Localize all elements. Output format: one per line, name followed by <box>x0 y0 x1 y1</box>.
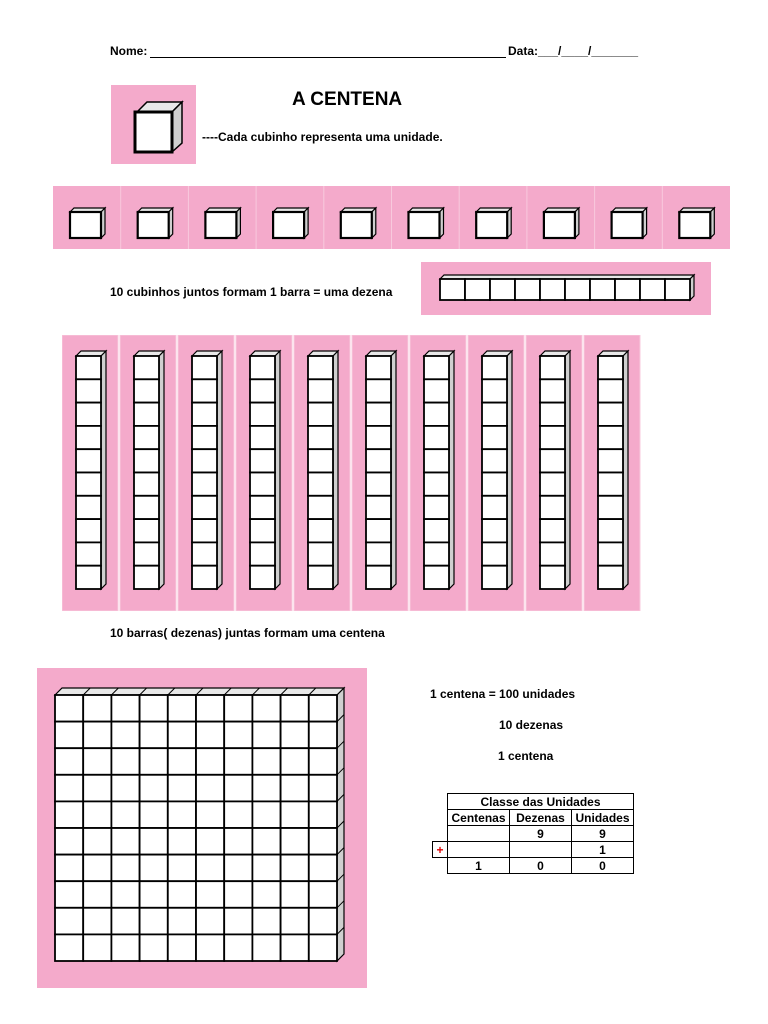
single-cube-panel <box>111 85 196 164</box>
dezena-bar <box>236 335 292 611</box>
page-title: A CENTENA <box>292 89 403 110</box>
unit-cube-icon <box>679 208 714 238</box>
unit-cube-icon <box>205 208 240 238</box>
dezena-bar <box>526 335 582 611</box>
equivalence-line-2: 10 dezenas <box>499 718 564 732</box>
plus-sign: + <box>433 842 448 858</box>
unit-cubes-svg <box>53 186 730 249</box>
table-cell[interactable]: 0 <box>510 858 572 874</box>
table-column-header-row <box>433 810 634 826</box>
unit-cube-icon <box>341 208 376 238</box>
table-cell[interactable] <box>448 842 510 858</box>
equivalence-line-1: 1 centena = 100 unidades <box>430 687 576 701</box>
column-header-unidades: Unidades <box>572 810 634 826</box>
ten-bar-panel <box>421 262 711 315</box>
table-spacer <box>433 794 448 810</box>
table-spacer <box>433 810 448 826</box>
dezena-bar <box>468 335 524 611</box>
table-cell[interactable]: 9 <box>510 826 572 842</box>
column-header-dezenas: Dezenas <box>510 810 572 826</box>
unit-cube-icon <box>70 208 105 238</box>
class-header: Classe das Unidades <box>448 794 634 810</box>
dezena-bar <box>584 335 640 611</box>
table-cell[interactable]: 0 <box>572 858 634 874</box>
equivalence-line-3: 1 centena <box>498 749 554 763</box>
bar-unit-cell <box>665 279 690 300</box>
bar-unit-cell <box>490 279 515 300</box>
unit-cube-icon <box>544 208 579 238</box>
unit-caption: ----Cada cubinho representa uma unidade. <box>202 130 443 144</box>
row-sign <box>433 826 448 842</box>
place-value-table <box>432 793 634 874</box>
bar-unit-cell <box>440 279 465 300</box>
bar-unit-cell <box>640 279 665 300</box>
dezena-bar <box>352 335 408 611</box>
unit-cube-icon <box>409 208 444 238</box>
hundred-caption: 10 barras( dezenas) juntas formam uma centena <box>110 626 385 640</box>
ten-bar-icon <box>421 262 711 315</box>
bar-unit-cell <box>540 279 565 300</box>
hundred-flat-panel <box>37 668 367 988</box>
dezena-bar <box>120 335 176 611</box>
unit-cube-icon <box>138 208 173 238</box>
dezena-bar <box>62 335 118 611</box>
unit-cubes-row <box>53 186 730 249</box>
date-label: Data:___/____/_______ <box>508 44 639 58</box>
ten-bars-svg <box>62 335 642 611</box>
dezena-bar <box>178 335 234 611</box>
row-sign <box>433 858 448 874</box>
bar-caption: 10 cubinhos juntos formam 1 barra = uma dezena <box>110 285 393 299</box>
bar-unit-cell <box>590 279 615 300</box>
column-header-centenas: Centenas <box>448 810 510 826</box>
dezena-bar <box>294 335 350 611</box>
unit-cube-icon <box>612 208 647 238</box>
name-label-text: Nome: <box>110 44 148 58</box>
table-row <box>433 842 634 858</box>
single-cube-icon <box>111 85 196 164</box>
table-cell[interactable]: 1 <box>448 858 510 874</box>
table-row <box>433 826 634 842</box>
table-cell[interactable]: 9 <box>572 826 634 842</box>
ten-bars-group <box>62 335 642 611</box>
unit-cube-icon <box>273 208 308 238</box>
bar-unit-cell <box>515 279 540 300</box>
table-cell[interactable] <box>510 842 572 858</box>
name-label <box>110 44 147 58</box>
bar-unit-cell <box>565 279 590 300</box>
bar-unit-cell <box>465 279 490 300</box>
table-class-header-row <box>433 794 634 810</box>
name-underline[interactable] <box>150 57 506 58</box>
dezena-bar <box>410 335 466 611</box>
table-cell[interactable] <box>448 826 510 842</box>
bar-unit-cell <box>615 279 640 300</box>
table-cell[interactable]: 1 <box>572 842 634 858</box>
unit-cube-icon <box>476 208 511 238</box>
table-row <box>433 858 634 874</box>
hundred-flat-icon <box>37 668 367 988</box>
